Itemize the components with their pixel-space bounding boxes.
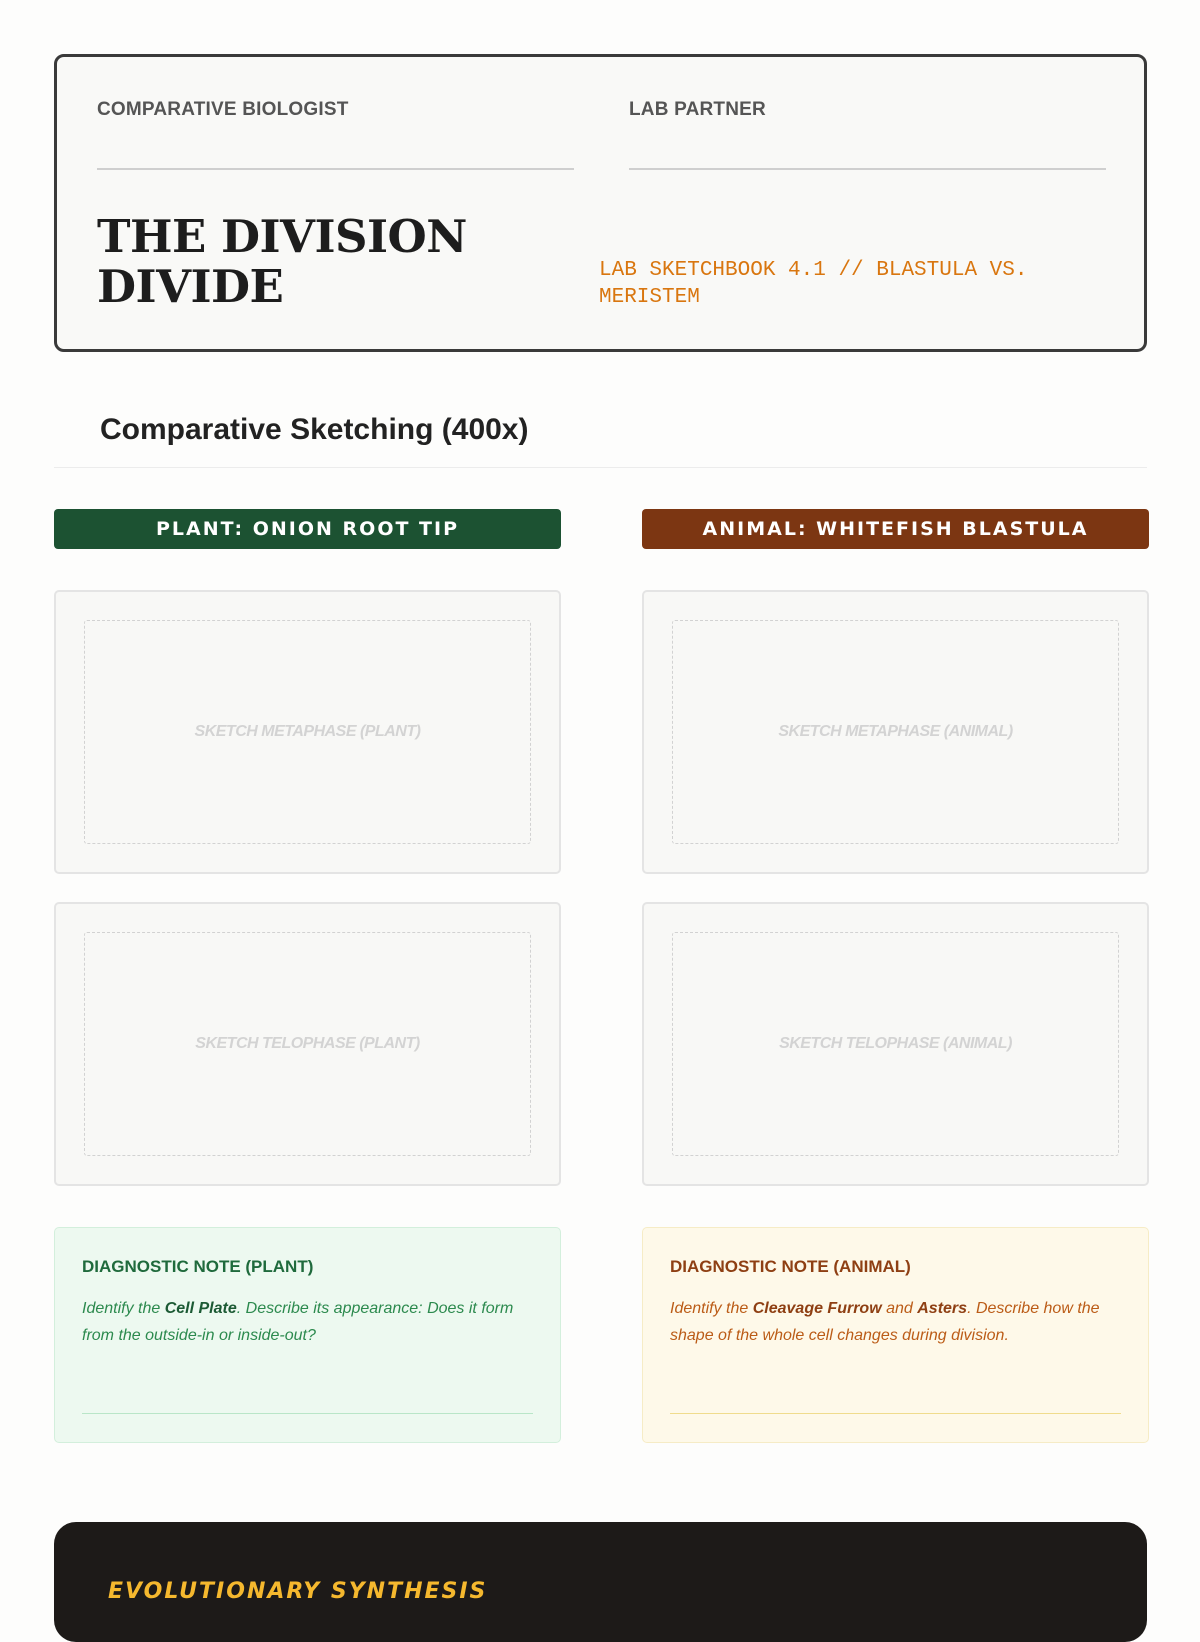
note-term-asters: Asters xyxy=(917,1300,968,1317)
sketch-placeholder: SKETCH TELOPHASE (PLANT) xyxy=(195,1035,420,1052)
worksheet-title xyxy=(97,212,467,312)
partner-label: LAB PARTNER xyxy=(629,99,766,120)
sketch-box-telophase-animal[interactable] xyxy=(642,902,1149,1186)
title-line-2: DIVIDE xyxy=(97,260,284,313)
note-prompt xyxy=(82,1295,537,1349)
note-term-cleavage-furrow: Cleavage Furrow xyxy=(752,1300,882,1317)
diagnostic-note-plant xyxy=(54,1227,561,1443)
sketch-placeholder: SKETCH METAPHASE (PLANT) xyxy=(194,723,421,740)
subtitle-line-1: LAB SKETCHBOOK 4.1 // BLASTULA VS. xyxy=(599,259,1028,282)
animal-banner: ANIMAL: WHITEFISH BLASTULA xyxy=(642,509,1149,549)
note-text: Identify the xyxy=(82,1300,165,1317)
sketch-box-telophase-plant[interactable] xyxy=(54,902,561,1186)
section-divider xyxy=(54,467,1147,468)
sketch-area[interactable] xyxy=(84,620,531,844)
sketch-area[interactable] xyxy=(672,620,1119,844)
note-text: Identify the xyxy=(670,1300,753,1317)
partner-name-line[interactable] xyxy=(629,168,1106,170)
biologist-label: COMPARATIVE BIOLOGIST xyxy=(97,99,349,120)
note-text: . Describe how the shape of the whole cell changes during division. xyxy=(670,1300,1100,1344)
sketch-placeholder: SKETCH TELOPHASE (ANIMAL) xyxy=(779,1035,1012,1052)
sketch-area[interactable] xyxy=(84,932,531,1156)
synthesis-title: EVOLUTIONARY SYNTHESIS xyxy=(108,1579,488,1604)
partner-field xyxy=(629,97,1106,170)
plant-banner: PLANT: ONION ROOT TIP xyxy=(54,509,561,549)
note-title: DIAGNOSTIC NOTE (PLANT) xyxy=(82,1257,314,1276)
biologist-name-line[interactable] xyxy=(97,168,574,170)
note-term-cell-plate: Cell Plate xyxy=(164,1300,237,1317)
synthesis-panel xyxy=(54,1522,1147,1642)
answer-line[interactable] xyxy=(670,1413,1121,1414)
title-line-1: THE DIVISION xyxy=(97,210,467,263)
biologist-field xyxy=(97,97,574,170)
sketch-box-metaphase-plant[interactable] xyxy=(54,590,561,874)
answer-line[interactable] xyxy=(82,1413,533,1414)
subtitle-line-2: MERISTEM xyxy=(599,286,700,309)
note-text: . Describe its appearance: Does it form from the outside-in or inside-out? xyxy=(82,1300,514,1344)
section-heading: Comparative Sketching (400x) xyxy=(100,413,529,446)
worksheet-header xyxy=(54,54,1147,352)
diagnostic-note-animal xyxy=(642,1227,1149,1443)
worksheet-subtitle xyxy=(599,257,1099,311)
note-title: DIAGNOSTIC NOTE (ANIMAL) xyxy=(670,1257,911,1276)
note-text: and xyxy=(881,1300,918,1317)
sketch-placeholder: SKETCH METAPHASE (ANIMAL) xyxy=(778,723,1013,740)
sketch-area[interactable] xyxy=(672,932,1119,1156)
note-prompt xyxy=(670,1295,1125,1349)
sketch-box-metaphase-animal[interactable] xyxy=(642,590,1149,874)
